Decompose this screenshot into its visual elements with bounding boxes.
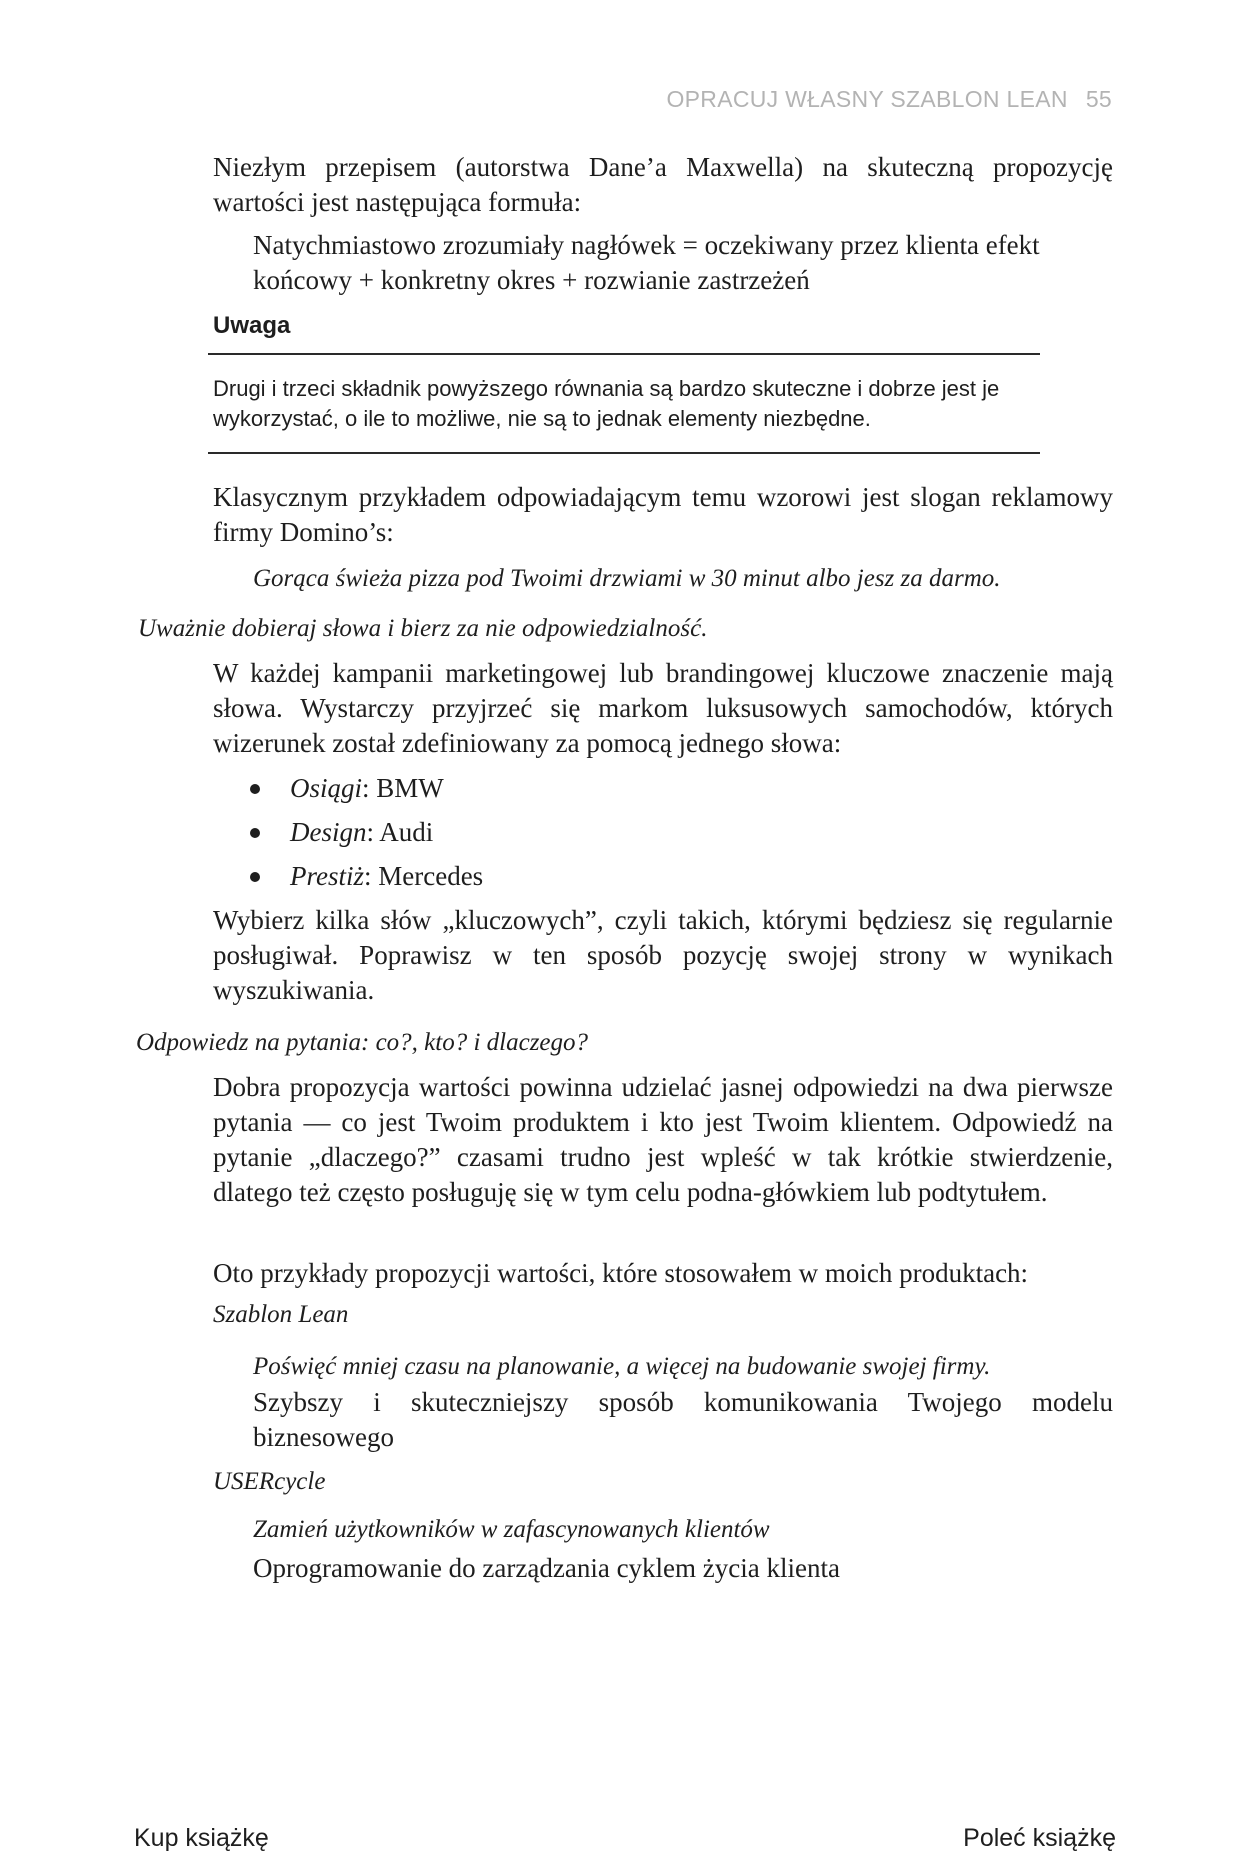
product-subheadline: Szybszy i skuteczniejszy sposób komunikowania Twojego modelu biznesowego [253,1387,1113,1452]
note-text: Drugi i trzeci składnik powyższego równania są bardzo skuteczne i dobrze jest je wykorzystać, o ile to możliwe, nie są to jednak elementy niezbędne. [213,376,1000,431]
bullet-marker [250,828,260,838]
page-number: 55 [1085,86,1112,112]
list-item-value: : BMW [362,773,444,803]
list-item-term: Osiągi [290,773,363,803]
section-heading-questions: Odpowiedz na pytania: co?, kto? i dlaczego? [136,1029,589,1056]
example-paragraph: Klasycznym przykładem odpowiadającym temu wzorowi jest slogan reklamowy firmy Domino’s: [213,482,1113,547]
product-headline: Poświęć mniej czasu na planowanie, a więcej na budowanie swojej firmy. [253,1353,991,1380]
note-top-rule [208,353,1040,355]
list-item-value: : Audi [366,817,434,847]
list-item-term: Design [290,817,367,847]
bullet-marker [250,872,260,882]
running-title: OPRACUJ WŁASNY SZABLON LEAN [666,86,1068,112]
domino-slogan: Gorąca świeża pizza pod Twoimi drzwiami w 30 minut albo jesz za darmo. [253,565,1001,592]
buy-book-link[interactable]: Kup książkę [134,1824,269,1852]
questions-paragraph: Dobra propozycja wartości powinna udzielać jasnej odpowiedzi na dwa pierwsze pytania — co jest Twoim produktem i kto jest Twoim klientem. Odpowiedź na pytanie „dlaczego?” czasami trudno jest wpleść w tak krótkie stwierdzenie, dlatego też często posługuję się w tym celu podna-główkiem lub podtytułem. [213,1072,1113,1207]
list-item [290,815,433,850]
list-item-value: : Mercedes [364,861,484,891]
words-paragraph: W każdej kampanii marketingowej lub brandingowej kluczowe znaczenie mają słowa. Wystarczy przyjrzeć się markom luksusowych samochodów, których wizerunek został zdefiniowany za pomocą jednego słowa: [213,658,1113,758]
note-title: Uwaga [213,312,291,339]
product-name: USERcycle [213,1468,326,1495]
recommend-book-link[interactable]: Poleć książkę [963,1824,1116,1852]
bullet-marker [250,784,260,794]
keywords-paragraph: Wybierz kilka słów „kluczowych”, czyli takich, którymi będziesz się regularnie posługiwał. Poprawisz w ten sposób pozycję swojej strony w wynikach wyszukiwania. [213,905,1113,1005]
list-item-term: Prestiż [290,861,364,891]
list-item [290,859,483,894]
formula-text: Natychmiastowo zrozumiały nagłówek = oczekiwany przez klienta efekt końcowy + konkretny okres + rozwianie zastrzeżeń [253,230,1040,295]
product-headline: Zamień użytkowników w zafascynowanych klientów [253,1516,770,1543]
product-subheadline: Oprogramowanie do zarządzania cyklem życia klienta [253,1553,840,1583]
examples-intro: Oto przykłady propozycji wartości, które stosowałem w moich produktach: [213,1258,1029,1288]
note-bottom-rule [208,452,1040,454]
product-name: Szablon Lean [213,1301,349,1328]
section-heading-words: Uważnie dobieraj słowa i bierz za nie odpowiedzialność. [138,615,708,642]
running-header [666,86,1112,113]
intro-paragraph: Niezłym przepisem (autorstwa Dane’a Maxwella) na skuteczną propozycję wartości jest następująca formuła: [213,152,1113,217]
list-item [290,771,444,806]
